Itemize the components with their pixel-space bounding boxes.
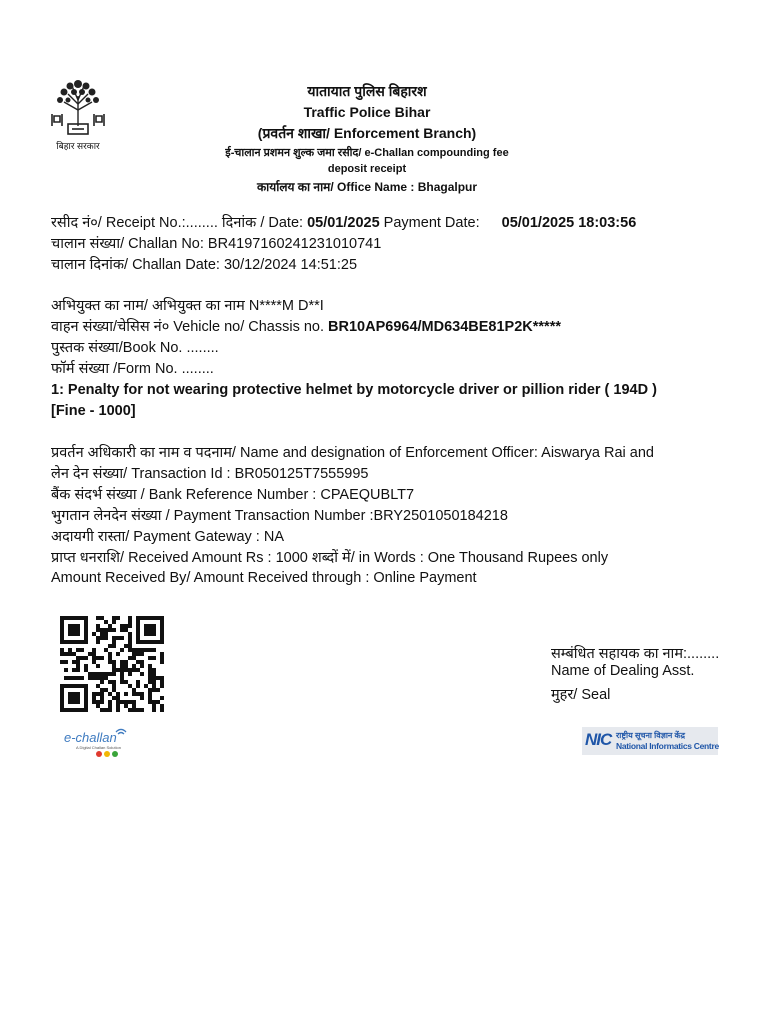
title-hindi: यातायात पुलिस बिहारश <box>307 83 427 99</box>
wifi-icon <box>114 726 128 736</box>
payment-gateway: अदायगी रास्ता/ Payment Gateway : NA <box>51 529 284 545</box>
office-name: कार्यालय का नाम/ Office Name : Bhagalpur <box>256 180 478 194</box>
vehicle-line <box>51 318 561 336</box>
received-through: Amount Received By/ Amount Received through : Online Payment <box>51 570 477 586</box>
vehicle-number: BR10AP6964/MD634BE81P2K***** <box>328 319 561 335</box>
fine-amount: [Fine - 1000] <box>51 403 136 419</box>
nic-logo-english: National Informatics Centre <box>616 741 719 751</box>
title-english: Traffic Police Bihar <box>303 104 431 120</box>
form-number: फॉर्म संख्या /Form No. ........ <box>51 361 214 377</box>
transaction-id: लेन देन संख्या/ Transaction Id : BR050125T7555995 <box>51 466 369 482</box>
bank-reference: बैंक संदर्भ संख्या / Bank Reference Number : CPAEQUBLT7 <box>51 487 415 503</box>
receipt-date-line <box>51 214 636 232</box>
book-number: पुस्तक संख्या/Book No. ........ <box>51 340 219 356</box>
nic-logo <box>582 727 718 755</box>
nic-logo-hindi: राष्ट्रीय सूचना विज्ञान केंद्र <box>616 731 685 740</box>
vehicle-label: वाहन संख्या/चेसिस नं० Vehicle no/ Chassis no. <box>51 319 329 335</box>
nic-logo-letters: NIC <box>585 730 612 749</box>
echallan-tagline: A Digital Challan Solution <box>76 745 121 750</box>
challan-date: चालान दिनांक/ Challan Date: 30/12/2024 14:51:25 <box>51 257 358 273</box>
echallan-logo <box>64 726 130 760</box>
receipt-date: 05/01/2025 <box>307 215 380 231</box>
dealing-assistant-english: Name of Dealing Asst. <box>551 663 695 679</box>
received-amount: प्राप्त धनराशि/ Received Amount Rs : 1000 शब्दों में/ in Words : One Thousand Rupees only <box>51 550 609 566</box>
dealing-assistant-hindi: सम्बंधित सहायक का नाम:........ <box>551 646 720 662</box>
yellow-dot-icon <box>104 751 110 757</box>
payment-date: 05/01/2025 18:03:56 <box>501 215 637 231</box>
branch-title: (प्रवर्तन शाखा/ Enforcement Branch) <box>257 125 477 141</box>
qr-code <box>60 616 164 712</box>
payment-date-label: Payment Date: <box>379 215 484 231</box>
receipt-label: रसीद नं०/ Receipt No.:........ दिनांक / Date: <box>51 215 308 231</box>
enforcement-officer: प्रवर्तन अधिकारी का नाम व पदनाम/ Name and designation of Enforcement Officer: Aiswarya Rai and <box>51 445 654 461</box>
green-dot-icon <box>112 751 118 757</box>
offence-description: 1: Penalty for not wearing protective helmet by motorcycle driver or pillion rider ( 194D ) <box>51 382 657 398</box>
challan-number: चालान संख्या/ Challan No: BR4197160241231010741 <box>51 236 382 252</box>
accused-name: अभियुक्त का नाम/ अभियुक्त का नाम N****M D**I <box>51 298 324 314</box>
seal-label: मुहर/ Seal <box>551 687 611 703</box>
receipt-title-line2: deposit receipt <box>327 163 407 175</box>
receipt-title-line1: ई-चालान प्रशमन शुल्क जमा रसीद/ e-Challan compounding fee <box>225 147 509 159</box>
red-dot-icon <box>96 751 102 757</box>
emblem-caption: बिहार सरकार <box>56 141 100 151</box>
echallan-logo-text: e-challan <box>64 730 117 745</box>
payment-transaction-number: भुगतान लेनदेन संख्या / Payment Transaction Number :BRY2501050184218 <box>51 508 508 524</box>
